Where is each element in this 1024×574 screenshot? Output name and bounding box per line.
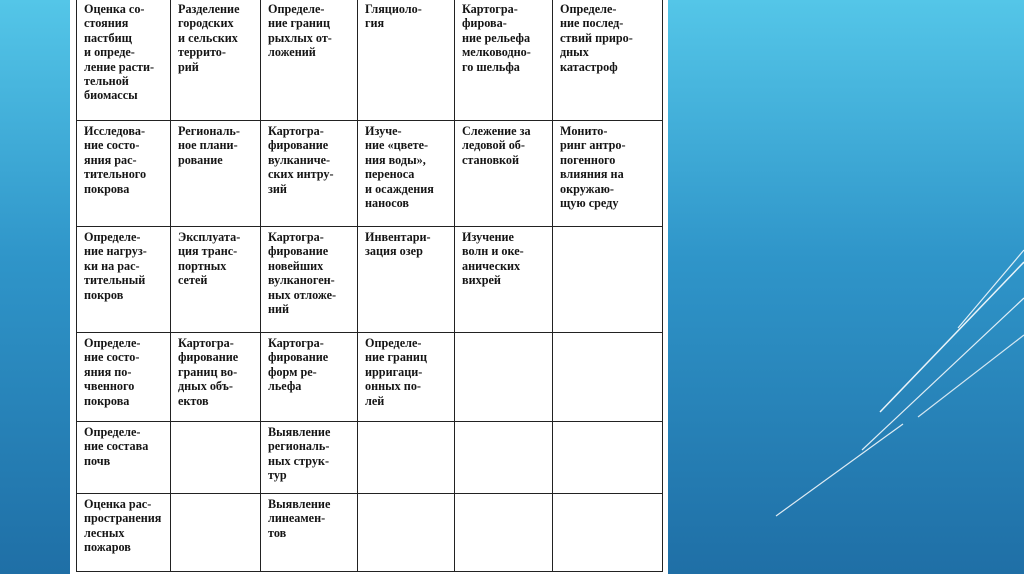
table-cell: Инвентари- зация озер [358,227,455,333]
table-cell: Выявление линеамен- тов [261,494,358,572]
table-cell: Эксплуата- ция транс- портных сетей [171,227,261,333]
table-cell: Картогра- фирование вулканиче- ских интру- зий [261,121,358,227]
table-cell: Оценка рас- пространения лесных пожаров [77,494,171,572]
table-cell: Оценка со- стояния пастбищ и опреде- ление расти- тельной биомассы [77,0,171,121]
table-cell: Определе- ние послед- ствий приро- дных катастроф [553,0,663,121]
table-cell: Картогра- фирование новейших вулканоген- ных отложе- ний [261,227,358,333]
table-cell: Монито- ринг антро- погенного влияния на окружаю- щую среду [553,121,663,227]
table-cell: Изуче- ние «цвете- ния воды», переноса и осаждения наносов [358,121,455,227]
table-cell: Картогра- фирова- ние рельефа мелководно- го шельфа [455,0,553,121]
table-cell: Исследова- ние состо- яния рас- тительного покрова [77,121,171,227]
table-cell: Региональ- ное плани- рование [171,121,261,227]
table-cell: Разделение городских и сельских террито- рий [171,0,261,121]
table-cell: Определе- ние нагруз- ки на рас- тительный покров [77,227,171,333]
table-cell: Определе- ние состава почв [77,422,171,494]
table-cell: Картогра- фирование форм ре- льефа [261,333,358,422]
table-cell: Картогра- фирование границ во- дных объ- ектов [171,333,261,422]
table-cell: Выявление региональ- ных струк- тур [261,422,358,494]
table-cell: Слежение за ледовой об- становкой [455,121,553,227]
table-cell: Определе- ние границ ирригаци- онных по- лей [358,333,455,422]
table-cell: Гляциоло- гия [358,0,455,121]
table-cell: Определе- ние границ рыхлых от- ложений [261,0,358,121]
table-cell: Определе- ние состо- яния по- чвенного покрова [77,333,171,422]
table-cell: Изучение волн и оке- анических вихрей [455,227,553,333]
